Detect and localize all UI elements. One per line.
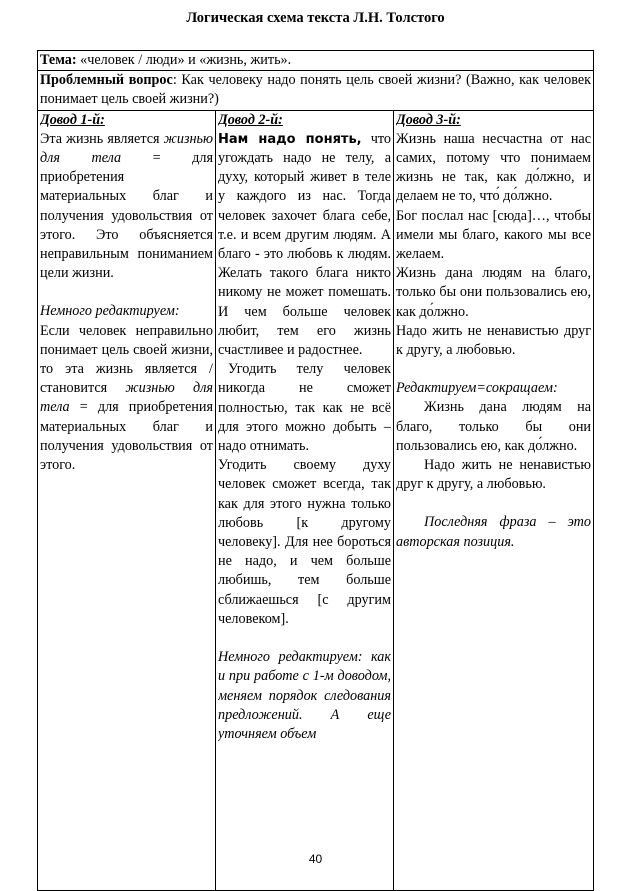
argument-3-edited-1: Жизнь дана людям на благо, только бы они пользовались ею, как до́лжно. [396, 399, 592, 454]
argument-1-heading: Довод 1-й: [40, 111, 105, 128]
argument-3-author-note: Последняя фраза – это авторская позиция. [396, 514, 592, 550]
question-cell [38, 71, 594, 110]
argument-2-text: Нам надо понять, что угождать надо не телу, а духу, который живет в теле у каждого из нас. Тогда человек захочет блага себе, т.е. и всем другим людям. А благо - это любовь к людям. Желать такого блага никто никому не может помешать. И чем больше человек любит, тем его жизнь счастливее и радостнее. [218, 130, 391, 359]
argument-2-cell [216, 110, 394, 890]
theme-cell [38, 51, 594, 71]
argument-3-heading: Довод 3-й: [396, 111, 461, 128]
argument-2-edit-note: Немного редактируем: как и при работе с 1-м доводом, меняем порядок следования предложений. А еще уточняем объем [218, 649, 391, 742]
argument-2-body-body: Угодить телу человек никогда не сможет полностью, так как не всё для этого можно добыть – надо отнимать. [218, 361, 391, 455]
argument-1-text: Эта жизнь является жизнью для тела = для приобретения материальных благ и получения удовольствия от этого. Это объясняется неправильным пониманием цели жизни. [40, 130, 213, 282]
argument-3-text-1: Жизнь наша несчастна от нас самих, потому что понимаем жизнь не так, как до́лжно, и делаем не то, что́ до́лжно. [396, 130, 592, 205]
argument-1-edited-text: Если человек неправильно понимает цель своей жизни, то эта жизнь является / становится жизнью для тела = для приобретения материальных благ и получения удовольствия от этого. [40, 322, 213, 474]
argument-3-text-3: Жизнь дана людям на благо, только бы они пользовались ею, как до́лжно. [396, 265, 592, 320]
argument-3-edit-label: Редактируем=сокращаем: [396, 380, 558, 397]
theme-label: Тема: [40, 52, 77, 68]
argument-3-text-4: Надо жить не ненавистью друг к другу, а любовью. [396, 322, 592, 359]
question-label: Проблемный вопрос [40, 72, 173, 89]
arguments-row [38, 110, 594, 890]
question-text: : Как человеку надо понять цель своей жизни? (Важно, как человек понимает цель своей жизни?) [40, 72, 592, 108]
argument-3-edited-2: Надо жить не ненавистью друг к другу, а любовью. [396, 457, 592, 493]
argument-2-body-soul: Угодить своему духу человек сможет всегда, так как для этого нужна только любовь [к другому человеку]. Для нее бороться не надо, и чем больше любишь, тем больше сближаешься [с другим человеком]. [218, 457, 391, 627]
theme-row [38, 51, 594, 71]
argument-2-heading: Довод 2-й: [218, 111, 283, 128]
document-title: Логическая схема текста Л.Н. Толстого [186, 10, 445, 26]
page-number: 40 [308, 852, 323, 866]
argument-1-cell [38, 110, 216, 890]
argument-3-cell [394, 110, 594, 890]
argument-1-edit-label: Немного редактируем: [40, 303, 180, 320]
logic-scheme-table [37, 50, 594, 891]
theme-text: «человек / люди» и «жизнь, жить». [76, 52, 292, 68]
argument-3-text-2: Бог послал нас [сюда]…, чтобы имели мы благо, какого мы все желаем. [396, 207, 592, 263]
question-row [38, 71, 594, 110]
